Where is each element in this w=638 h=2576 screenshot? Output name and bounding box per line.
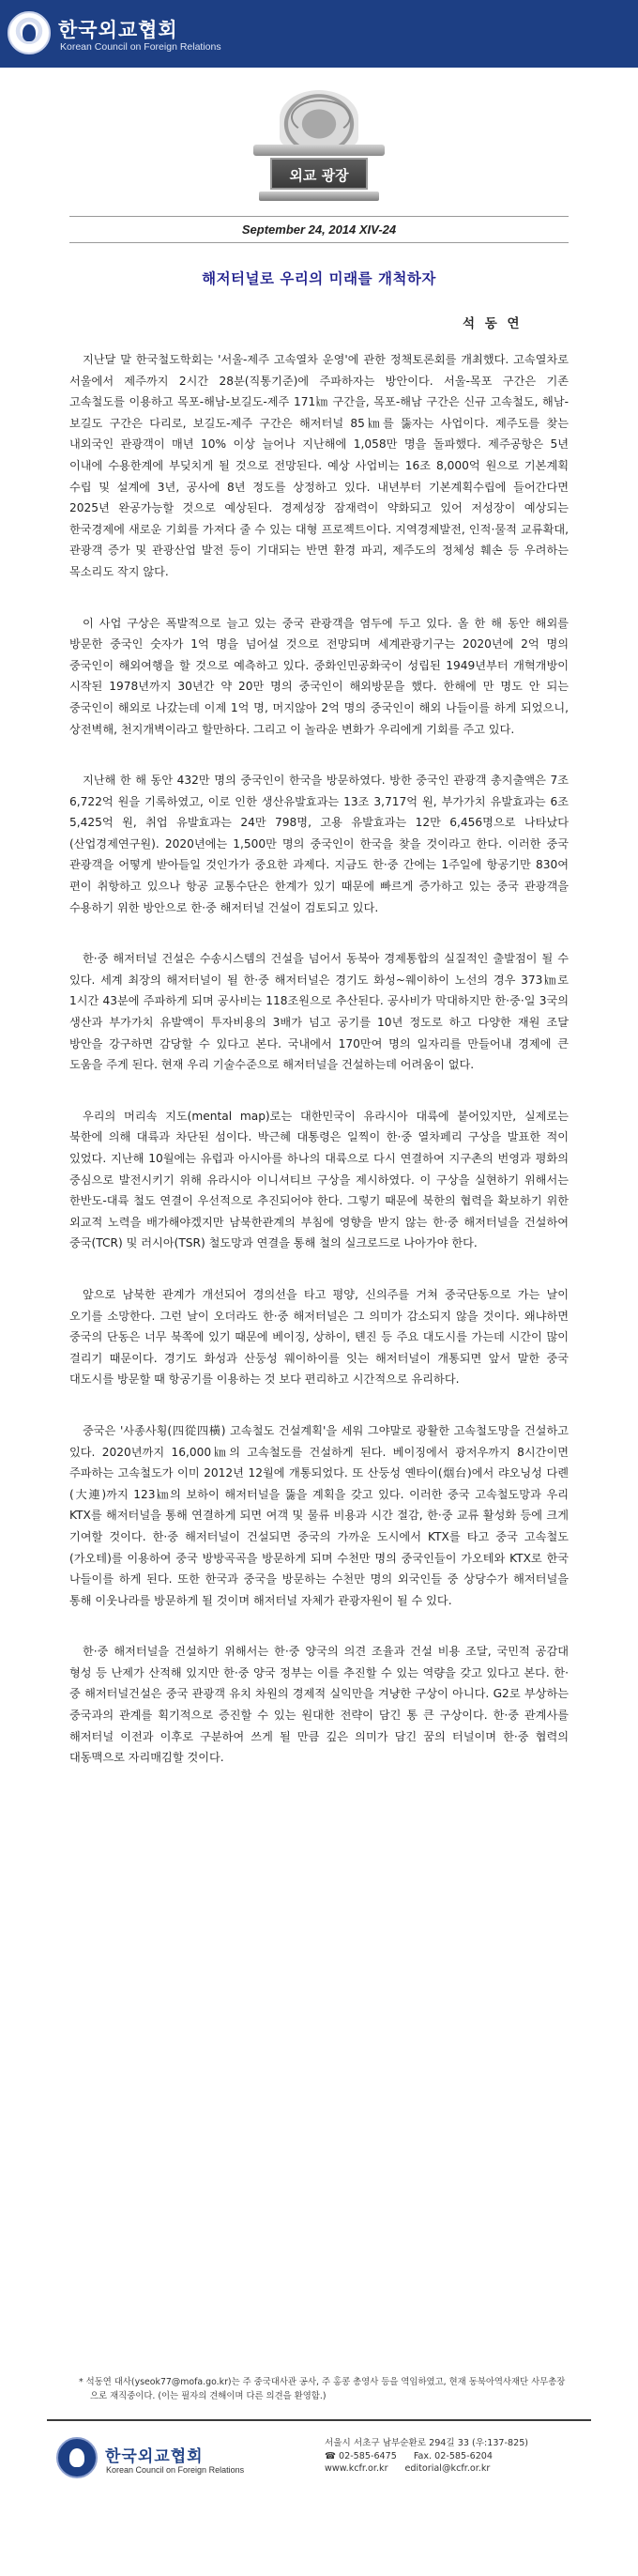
- paragraph: 이 사업 구상은 폭발적으로 늘고 있는 중국 관광객을 염두에 두고 있다. 올 한 해 동안 해외를 방문한 중국인 숫자가 1억 명을 넘어설 것으로 전망되며 세계관광기구는 2020년에 2억 명의 중국인이 해외여행을 할 것으로 예측하고 있다. 중화인민공화국이 성립된 1949년부터 개혁개방이 시작된 1978년까지 30년간 약 20만 명의 중국인이 해외방문을 했다. 한해에 만 명도 안 되는 중국인이 해외로 나갔는데 이제 1억 명, 머지않아 2억 명의 중국인이 해외 나들이를 하게 되었으니, 상전벽해, 천지개벽이라고 할만하다. 그리고 이 놀라운 변화가 우리에게 기회를 주고 있다.: [69, 616, 569, 736]
- emblem-ornament-icon: [280, 90, 358, 146]
- divider: [69, 216, 569, 217]
- divider: [69, 242, 569, 243]
- footer-fax: Fax. 02-585-6204: [413, 2450, 494, 2461]
- paragraph: 지난해 한 해 동안 432만 명의 중국인이 한국을 방문하였다. 방한 중국인 관광객 총지출액은 7조 6,722억 원을 기록하였고, 이로 인한 생산유발효과는 13조 3,717억 원, 부가가치 유발효과는 6조 5,425억 원, 취업 유발효과는 24만 798명, 고용 유발효과는 12만 6,456명으로 나타났다(산업경제연구원). 2020년에는 1,500만 명의 중국인이 한국을 찾을 것이라고 한다. 이러한 중국 관광객을 어떻게 받아들일 것인가가 중요한 과제다. 지금도 한·중 간에는 1주일에 항공기만 830여 편이 취항하고 있으나 항공 교통수단은 한계가 있기 때문에 빠르게 증가하고 있는 중국 관광객을 수용하기 위한 방안으로 한·중 해저터널 건설이 검토되고 있다.: [69, 774, 569, 914]
- footer-org-name: 한국외교협회: [105, 2447, 204, 2466]
- footer-tel: ☎ 02-585-6475: [325, 2450, 397, 2461]
- column-label: 외교 광장: [270, 158, 368, 190]
- footer-logo-icon: [56, 2437, 98, 2478]
- paragraph: 우리의 머리속 지도(mental map)로는 대한민국이 유라시아 대륙에 붙어있지만, 실제로는 북한에 의해 대륙과 차단된 섬이다. 박근혜 대통령은 일찍이 한·중 열차페리 구상을 발표한 적이 있었다. 지난해 10월에는 유럽과 아시아를 하나의 대륙으로 다시 연결하여 지구촌의 번영과 평화의 중심으로 발전시키기 위해 유라시아 이니셔티브 구상을 제시하였다. 이 구상을 실현하기 위해서는 한반도-대륙 철도 연결이 우선적으로 추진되어야 한다. 그렇기 때문에 북한의 협력을 확보하기 위한 외교적 노력을 배가해야겠지만 남북한관계의 부침에 영향을 받지 않는 한·중 해저터널을 건설하여 중국(TCR) 및 러시아(TSR) 철도망과 연결을 통해 철의 실크로드로 나아가야 한다.: [69, 1109, 569, 1250]
- paragraph: 한·중 해저터널 건설은 수송시스템의 건설을 넘어서 동북아 경제통합의 실질적인 출발점이 될 수 있다. 세계 최장의 해저터널이 될 한·중 해저터널은 경기도 화성~웨이하이 노선의 경우 373㎞로 1시간 43분에 주파하게 되며 공사비는 118조원으로 추산된다. 공사비가 막대하지만 한·중·일 3국의 생산과 부가가치 유발액이 투자비용의 3배가 넘고 공기를 10년 정도로 하고 다양한 재원 조달 방안을 강구하면 감당할 수 있다고 본다. 국내에서 170만여 명의 일자리를 만들어내 경제에 큰 도움을 주게 된다. 현재 우리 기술수준으로 해저터널을 건설하는데 어려움이 없다.: [69, 952, 569, 1072]
- footer-address: 서울시 서초구 남부순환로 294길 33 (우:137-825): [325, 2438, 529, 2448]
- issue-dateline: September 24, 2014 XIV-24: [241, 222, 397, 237]
- footer-website-link[interactable]: www.kcfr.or.kr: [325, 2463, 388, 2474]
- paragraph: 중국은 '사종사횡(四從四橫) 고속철도 건설계획'을 세워 그야말로 광활한 고속철도망을 건설하고 있다. 2020년까지 16,000㎞의 고속철도를 건설하게 된다. 베이징에서 광저우까지 8시간이면 주파하는 고속철도가 이미 2012년 12월에 개통되었다. 또 산둥성 옌타이(烟台)에서 랴오닝성 다롄(大連)까지 123㎞의 보하이 해저터널을 뚫을 계획을 갖고 있다. 이러한 중국 고속철도망과 우리 KTX를 해저터널을 통해 연결하게 되면 여객 및 물류 비용과 시간 절감, 한·중 교류 활성화 등에 크게 기여할 것이다. 한·중 해저터널이 건설되면 중국의 가까운 도시에서 KTX를 타고 중국 고속철도(가오테)를 이용하여 중국 방방곡곡을 방문하게 되며 수천만 명의 중국인들이 가오테와 KTX로 한국 나들이를 하게 된다. 또한 한국과 중국을 방문하는 수천만 명의 외국인들 중 상당수가 해저터널을 통해 이웃나라를 방문하게 될 것이며 해저터널 자체가 관광자원이 될 수 있다.: [69, 1423, 569, 1607]
- article-body: [69, 349, 569, 1799]
- header-banner: [0, 0, 638, 68]
- paragraph: 지난달 말 한국철도학회는 '서울-제주 고속열차 운영'에 관한 정책토론회를 개최했다. 고속열차로 서울에서 제주까지 2시간 28분(직통기준)에 주파하자는 방안이다. 서울-목포 구간은 기존 고속철도를 이용하고 목포-해남-보길도-제주 171㎞ 구간을, 목포-해남 구간은 신규 고속철도, 해남-보길도 구간은 다리로, 보길도-제주 구간은 해저터널 85㎞를 뚫자는 사업이다. 제주도를 찾는 내외국인 관광객이 매년 10% 이상 늘어나 지난해에 1,058만 명을 돌파했다. 제주공항은 5년 이내에 수용한계에 부딪치게 될 것으로 전망된다. 예상 사업비는 16조 8,000억 원으로 기본계획 수립 및 설계에 3년, 공사에 8년 정도를 상정하고 있다. 내년부터 기본계획수립에 들어간다면 2025년 완공가능할 것으로 예상된다. 경제성장 잠재력이 약화되고 있어 저성장이 예상되는 한국경제에 새로운 기회를 가져다 줄 수 있는 대형 프로젝트이다. 지역경제발전, 인적·물적 교류확대, 관광객 증가 및 관광산업 발전 등이 기대되는 반면 환경 파괴, 제주도의 정체성 훼손 등 우려하는 목소리도 작지 않다.: [69, 353, 569, 578]
- column-emblem: [253, 90, 385, 212]
- footer-contact: [325, 2437, 528, 2476]
- header-org-name: 한국외교협회: [58, 19, 178, 41]
- paragraph: 한·중 해저터널을 건설하기 위해서는 한·중 양국의 의견 조율과 건설 비용 조달, 국민적 공감대 형성 등 난제가 산적해 있지만 한·중 양국 정부는 이를 추진할 수 있는 역량을 갖고 있다고 본다. 한·중 해저터널건설은 중국 관광객 유치 차원의 경제적 실익만을 겨냥한 구상이 아니다. G2로 부상하는 중국과의 관계를 획기적으로 증진할 수 있는 원대한 전략이 담긴 통 큰 구상이다. 한·중 관계사를 해저터널 이전과 이후로 구분하여 쓰게 될 만큼 깊은 의미가 담긴 꿈의 터널이며 한·중 협력의 대동맥으로 자리매김할 것이다.: [69, 1645, 569, 1765]
- kcfr-logo-icon: [8, 11, 51, 54]
- footer-org-name-en: Korean Council on Foreign Relations: [106, 2465, 245, 2475]
- paragraph: 앞으로 남북한 관계가 개선되어 경의선을 타고 평양, 신의주를 거쳐 중국단동으로 가는 날이 오기를 소망한다. 그런 날이 오더라도 한·중 해저터널은 그 의미가 감소되지 않을 것이다. 왜냐하면 중국의 단동은 너무 북쪽에 있기 때문에 베이징, 상하이, 톈진 등 주요 대도시를 가는데 시간이 많이 걸리기 때문이다. 경기도 화성과 산둥성 웨이하이를 잇는 해저터널이 개통되면 앞서 말한 중국 대도시를 방문할 때 항공기를 이용하는 것 보다 편리하고 시간적으로 유리하다.: [69, 1287, 569, 1387]
- header-org-name-en: Korean Council on Foreign Relations: [60, 41, 221, 53]
- footer-email-link[interactable]: editorial@kcfr.or.kr: [404, 2463, 491, 2474]
- author-footnote: * 석동연 대사(yseok77@mofa.go.kr)는 주 중국대사관 공사, 주 홍콩 총영사 등을 역임하였고, 현재 동북아역사재단 사무총장으로 재직중이다. (이는 필자의 견해이며 다른 의견을 환영함.): [79, 2377, 566, 2401]
- article-author: 석 동 연: [463, 316, 523, 331]
- footer-divider: [47, 2419, 591, 2421]
- article-title: 해저터널로 우리의 미래를 개척하자: [202, 270, 436, 287]
